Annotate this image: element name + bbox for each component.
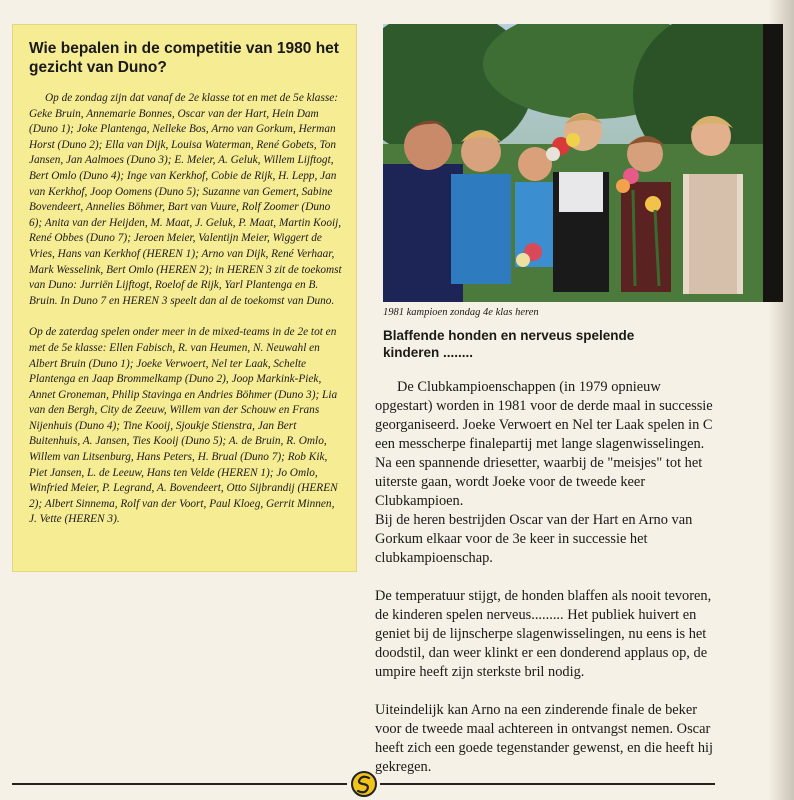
club-logo-icon (350, 770, 378, 798)
article-paragraph: De temperatuur stijgt, de honden blaffen als nooit tevoren, de kinderen spelen nerveus......... Het publiek huivert en geniet bij de lijnscherpe slagenwisselingen, nu eens is het doodstil, dan weer klinkt er een donderend applaus op, de umpire heeft zijn sterkste bril nodig. (375, 588, 712, 680)
sidebar-paragraph-saturday: Op de zaterdag spelen onder meer in de mixed-teams in de 2e tot en met de 5e klasse: Ellen Fabisch, R. van Heumen, N. Neuwahl en Albert Bruin (Duno 1); Joeke Verwoert, Nel ter Laak, Schelte Plantenga en Jaap Brommelkamp (Duno 2), Joop Markink-Piek, Annet Groneman, Philip Stavinga en Andries Böhmer (Duno 3); Lia van den Bergh, City de Zeeuw, Willem van der Schouw en Frans Nijenhuis (Duno 4); Tine Kooij, Sjoukje Stienstra, Jan Bert Buitenhuis, A. Jansen, Ties Kooij (Duno 5); A. de Bruin, R. Omlo, Willem van Litsenburg, Hans Peters, H. Brual (Duno 7); Rob Kik, Piet Jansen, L. de Leeuw, Hans ten Velde (HEREN 1); Jo Omlo, Winfried Meier, P. Legrand, A. Bovendeert, Otto Sijbrandij (HEREN 2); Albert Sinnema, Rolf van der Voort, Paul Kloeg, Gerrit Minnen, J. Vette (HEREN 3). (29, 326, 338, 526)
article-title: Blaffende honden en nerveus spelende kinderen ........ (383, 328, 635, 360)
sidebar-box (12, 24, 357, 572)
sidebar-heading: Wie bepalen in de competitie van 1980 het gezicht van Duno? (29, 40, 339, 76)
photo-caption: 1981 kampioen zondag 4e klas heren (383, 307, 539, 318)
footer-rule-right (380, 783, 715, 785)
article-paragraph: Bij de heren bestrijden Oscar van der Hart en Arno van Gorkum elkaar voor de 3e keer in successie het clubkampioenschap. (375, 512, 693, 566)
article-paragraph: De Clubkampioenschappen (in 1979 opnieuw opgestart) worden in 1981 voor de derde maal in successie georganiseerd. Joeke Verwoert en Nel ter Laak spelen in C een messcherpe finalepartij met lange slagenwisselingen. Na een spannende driesetter, waarbij de "meisjes" tot het uiterste gaan, wordt Joeke voor de tweede keer Clubkampioen. (375, 379, 713, 509)
sidebar-paragraph-sunday: Op de zondag zijn dat vanaf de 2e klasse tot en met de 5e klasse: Geke Bruin, Annemarie Bonnes, Oscar van der Hart, Hein Dam (Duno 1); Joke Plantenga, Nelleke Bos, Arno van Gorkum, Herman Horst (Duno 2); Ella van Dijk, Louisa Waterman, René Gobets, Ton Jansen, Jan Aalmoes (Duno 3); E. Meier, A. Geluk, Willem Lijftogt, Bert Omlo (Duno 4); Inge van Kerkhof, Cobie de Rijk, H. Lepp, Jan van Kerkhof, Joop Oomens (Duno 5); Suzanne van Gemert, Sabine Bovendeert, Annelies Böhmer, Bart van Vuure, Rolf Zoomer (Duno 6); Anita van der Heijden, M. Maat, J. Geluk, P. Maat, Martin Kooij, René Obbes (Duno 7); Jeroen Meier, Valentijn Meier, Wiggert de Vries, Hans van Kerkhof (HEREN 1); Arno van Dijk, René Verhaar, Mark Wesselink, Bert Omlo (HEREN 2); in HEREN 3 zit de toekomst van Duno: Jurriën Lijftogt, Roelof de Rijk, Yarl Plantenga en B. Bruin. In Duno 7 en HEREN 3 speelt dan al de toekomst van Duno. (29, 92, 342, 307)
team-photo (383, 24, 783, 302)
footer-rule-left (12, 783, 347, 785)
article-paragraph: Uiteindelijk kan Arno na een zinderende finale de beker voor de tweede maal achtereen in ontvangst nemen. Oscar heeft zich een goede tegenstander gewenst, en die heeft hij gekregen. (375, 702, 714, 775)
article-body (375, 378, 720, 777)
